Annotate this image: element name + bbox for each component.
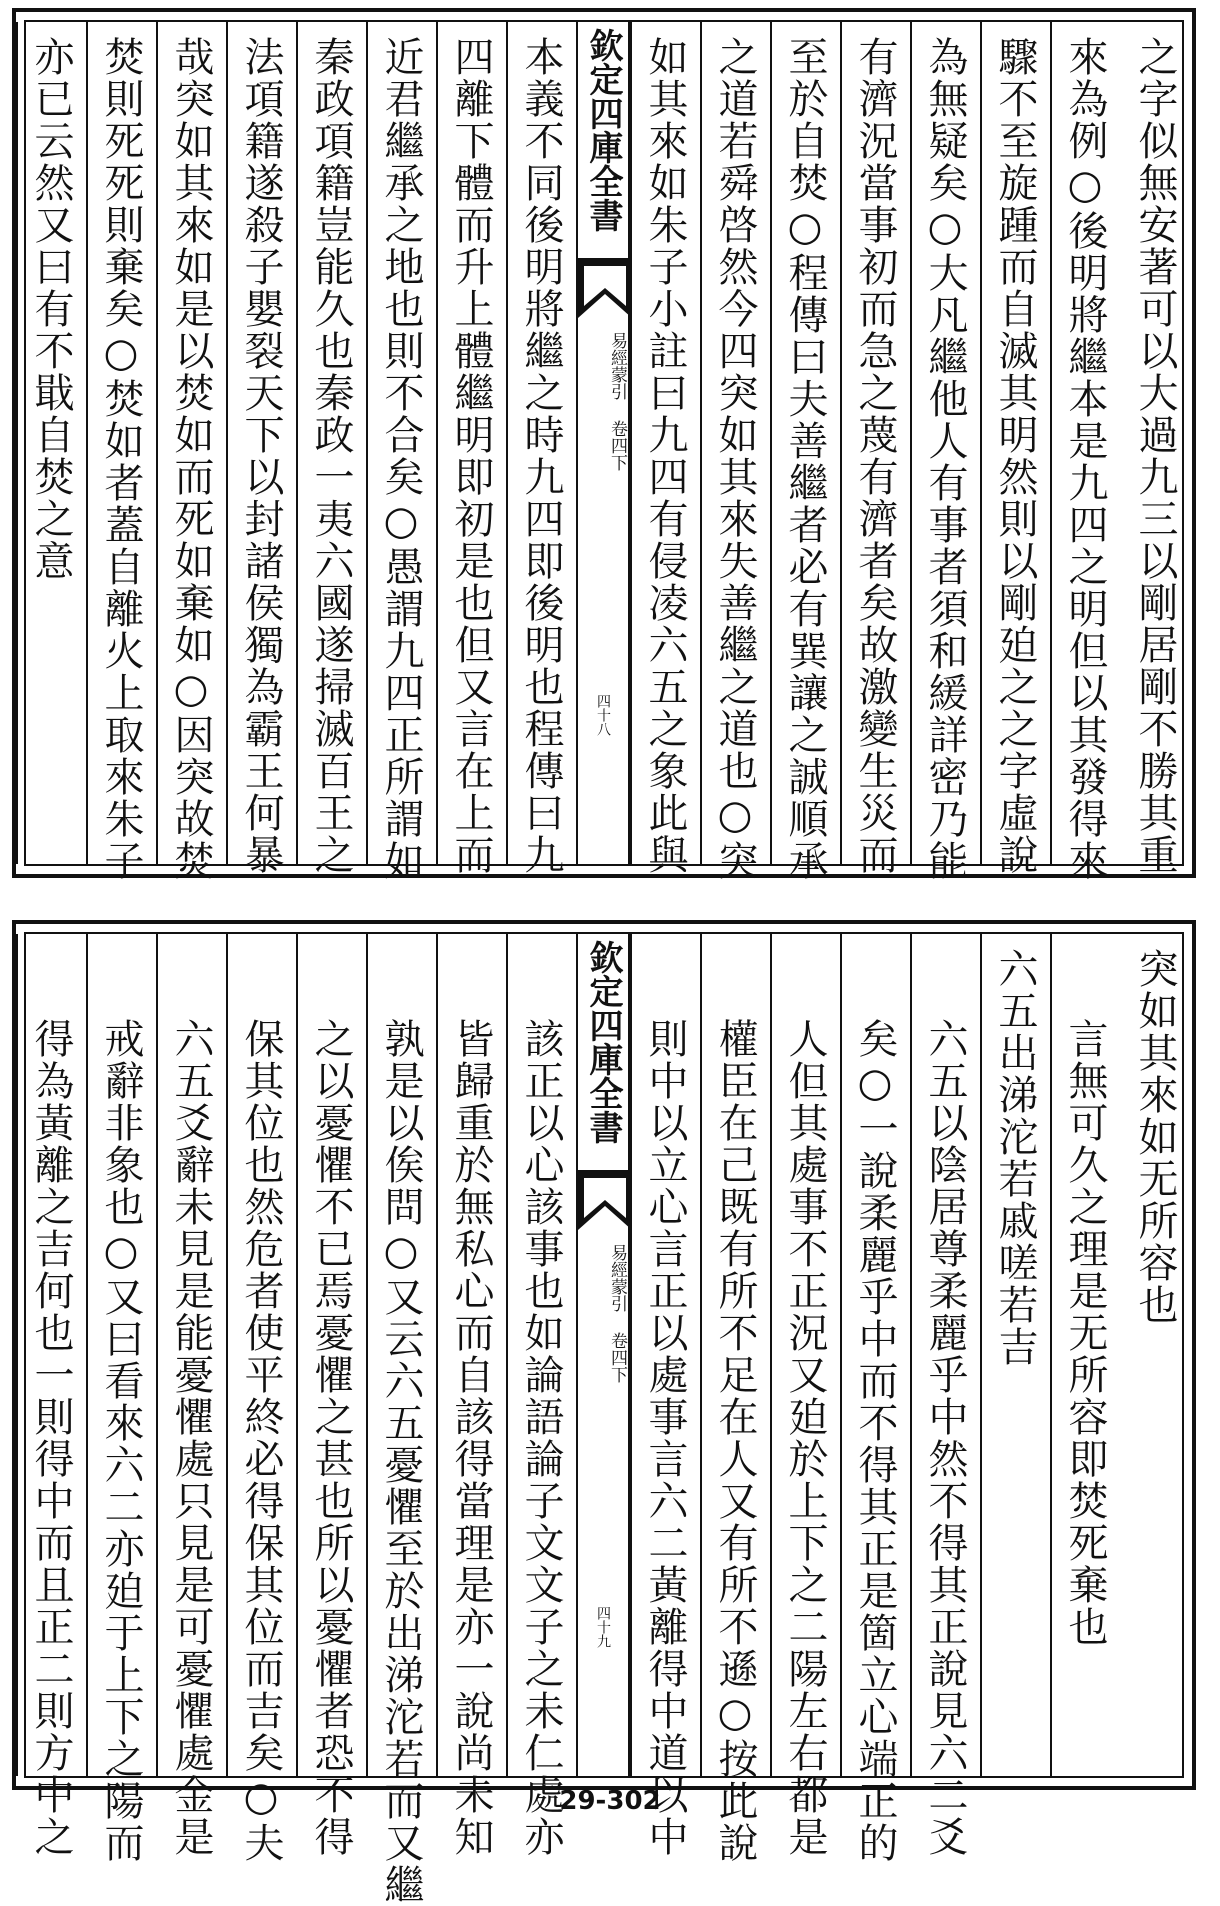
text-column: [16, 934, 86, 1858]
column-text: 矣○一說柔麗乎中而不得其正是箇立心端正的: [852, 1018, 898, 1864]
text-column: [700, 22, 770, 882]
center-title: 欽定四庫全書: [583, 28, 623, 232]
text-column: [910, 934, 980, 1858]
column-text: 亦已云然又曰有不戢自焚之意: [28, 36, 74, 582]
text-column: [1120, 22, 1190, 876]
center-book-title: 易經蒙引: [607, 332, 627, 400]
column-text: 得為黃離之吉何也一則得中而且正二則方中之: [28, 1018, 74, 1858]
center-fold: [576, 22, 630, 864]
column-text: 六五爻辭未見是能憂懼處只見是可憂懼處金是: [168, 1018, 214, 1858]
column-text: 之以憂懼不已焉憂懼之甚也所以憂懼者恐不得: [308, 1018, 354, 1858]
text-column: [770, 934, 840, 1858]
column-text: 如其來如朱子小註曰九四有侵凌六五之象此與: [642, 36, 688, 876]
fishtail-mark-icon: [578, 258, 632, 318]
text-column: [840, 934, 910, 1864]
text-column: [16, 22, 86, 864]
text-column: [1120, 934, 1190, 1776]
column-text: 言無可久之理是无所容即焚死棄也: [1062, 1018, 1108, 1648]
text-column: [296, 934, 366, 1858]
column-text: 近君繼承之地也則不合矣○愚謂九四正所謂如: [378, 36, 424, 882]
text-column: [366, 934, 436, 1906]
text-column: [296, 22, 366, 876]
center-fold: [576, 934, 630, 1776]
upper-page: [12, 8, 1196, 882]
text-column: [226, 22, 296, 876]
column-text: 來為例○後明將繼本是九四之明但以其發得來: [1062, 36, 1108, 882]
text-column: [770, 22, 840, 882]
text-column: [156, 22, 226, 882]
column-text: 驟不至旋踵而自滅其明然則以剛廹之之字虛說: [992, 36, 1038, 876]
text-column: [1050, 934, 1120, 1776]
column-text: 孰是以俟問○又云六五憂懼至於出涕沱若而又繼: [378, 1018, 424, 1906]
column-text: 之字似無安著可以大過九三以剛居剛不勝其重: [1132, 36, 1178, 876]
center-book-title: 易經蒙引: [607, 1244, 627, 1312]
text-column: [910, 22, 980, 882]
column-text: 之道若舜啓然今四突如其來失善繼之道也○突: [712, 36, 758, 882]
column-text: 人但其處事不正況又廹於上下之二陽左右都是: [782, 1018, 828, 1858]
column-text: 本義不同後明將繼之時九四即後明也程傳曰九: [518, 36, 564, 876]
center-book-info: [578, 332, 628, 471]
text-column: [436, 934, 506, 1858]
column-text: 則中以立心言正以處事言六二黃離得中道以中: [642, 1018, 688, 1858]
column-text: 焚則死死則棄矣○焚如者蓋自離火上取來朱子: [98, 36, 144, 882]
text-column: [506, 934, 576, 1858]
column-text: 六五出涕沱若戚嗟若吉: [992, 948, 1038, 1368]
text-column: [366, 22, 436, 882]
column-text: 該正以心該事也如論語論子文文子之未仁處亦: [518, 1018, 564, 1858]
text-column: [436, 22, 506, 876]
upper-page-frame: [24, 20, 1184, 882]
center-book-info: [578, 1244, 628, 1383]
text-column: [840, 22, 910, 876]
column-text: 法項籍遂殺子嬰裂天下以封諸侯獨為霸王何暴: [238, 36, 284, 876]
folio-number: 四十九: [595, 1606, 611, 1648]
column-text: 六五以陰居尊柔麗乎中然不得其正說見六二爻: [922, 1018, 968, 1858]
text-column: [700, 934, 770, 1864]
text-column: [86, 22, 156, 882]
column-text: 有濟況當事初而急之蔑有濟者矣故激變生災而: [852, 36, 898, 876]
text-column: [506, 22, 576, 876]
column-text: 戒辭非象也○又曰看來六二亦廹于上下之陽而: [98, 1018, 144, 1864]
center-volume: 卷四下: [607, 1332, 627, 1383]
column-text: 皆歸重於無私心而自該得當理是亦一說尚未知: [448, 1018, 494, 1858]
column-text: 突如其來如无所容也: [1132, 948, 1178, 1326]
text-column: [226, 934, 296, 1864]
center-title: 欽定四庫全書: [583, 940, 623, 1144]
folio-number: 四十八: [595, 694, 611, 736]
text-column: [630, 934, 700, 1858]
text-column: [980, 22, 1050, 876]
center-volume: 卷四下: [607, 420, 627, 471]
text-column: [980, 934, 1050, 1776]
column-text: 秦政項籍豈能久也秦政一夷六國遂掃滅百王之: [308, 36, 354, 876]
column-text: 哉突如其來如是以焚如而死如棄如○因突故焚: [168, 36, 214, 882]
text-column: [1050, 22, 1120, 882]
text-column: [156, 934, 226, 1858]
column-text: 權臣在己既有所不足在人又有所不遜○按此說: [712, 1018, 758, 1864]
column-text: 為無疑矣○大凡繼他人有事者須和緩詳密乃能: [922, 36, 968, 882]
page-number: 29-302: [559, 1786, 661, 1816]
fishtail-mark-icon: [578, 1170, 632, 1230]
column-text: 四離下體而升上體繼明即初是也但又言在上而: [448, 36, 494, 876]
text-column: [86, 934, 156, 1864]
column-text: 保其位也然危者使平終必得保其位而吉矣○夫: [238, 1018, 284, 1864]
column-text: 至於自焚○程傳曰夫善繼者必有巽讓之誠順承: [782, 36, 828, 882]
text-column: [630, 22, 700, 876]
